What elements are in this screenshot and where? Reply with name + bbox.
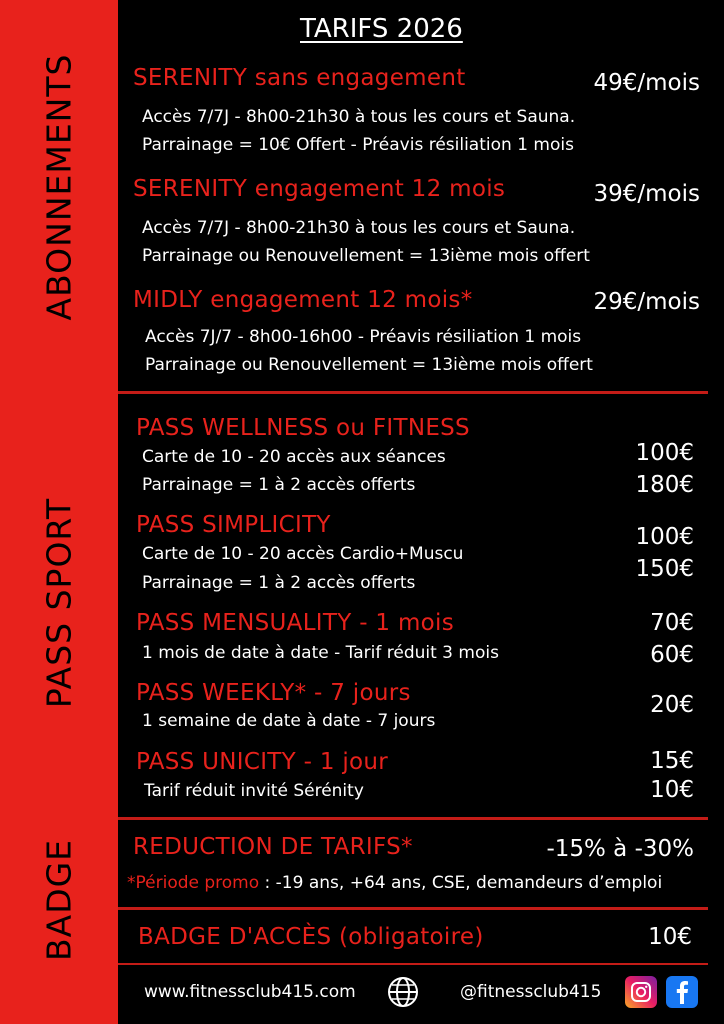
pass-price: 60€ [650,642,694,668]
badge-title: BADGE D'ACCÈS (obligatoire) [138,924,484,950]
plan-price: 39€/mois [593,181,700,207]
website-link[interactable]: www.fitnessclub415.com [144,982,356,1002]
page-title: TARIFS 2026 [300,14,463,44]
badge-price: 10€ [648,924,692,950]
plan-detail: Parrainage = 10€ Offert - Préavis résiliation 1 mois [142,135,574,155]
pass-title: PASS MENSUALITY - 1 mois [136,610,455,636]
pass-price: 100€ [635,524,694,550]
pass-detail: 1 mois de date à date - Tarif réduit 3 mois [142,643,499,663]
instagram-icon[interactable] [625,976,657,1008]
plan-title: MIDLY engagement 12 mois* [133,287,473,313]
pass-price: 20€ [650,692,694,718]
pass-title: PASS UNICITY - 1 jour [136,749,389,775]
pass-title: PASS WELLNESS ou FITNESS [136,415,470,441]
pass-title: PASS WEEKLY* - 7 jours [136,680,411,706]
section-divider [118,817,708,820]
pass-price: 70€ [650,610,694,636]
plan-detail: Parrainage ou Renouvellement = 13ième mois offert [142,246,590,266]
sidebar [0,0,118,1024]
reduction-note-prefix: *Période promo [127,873,260,893]
reduction-title: REDUCTION DE TARIFS* [133,834,413,860]
globe-icon[interactable] [386,975,420,1013]
facebook-icon[interactable] [666,976,698,1008]
plan-title: SERENITY sans engagement [133,65,466,91]
pass-detail: Parrainage = 1 à 2 accès offerts [142,573,416,593]
plan-price: 49€/mois [593,70,700,96]
pass-price: 150€ [635,556,694,582]
pass-detail: Tarif réduit invité Sérénity [144,781,364,801]
plan-detail: Accès 7J/7 - 8h00-16h00 - Préavis résiliation 1 mois [145,327,582,347]
sidebar-label-abonnements: ABONNEMENTS [39,53,79,321]
plan-detail: Accès 7/7J - 8h00-21h30 à tous les cours et Sauna. [142,218,576,238]
reduction-value: -15% à -30% [546,836,694,862]
plan-detail: Parrainage ou Renouvellement = 13ième mois offert [145,355,593,375]
reduction-note [127,873,662,893]
sidebar-label-pass-sport: PASS SPORT [39,497,79,709]
pass-price: 180€ [635,472,694,498]
pass-title: PASS SIMPLICITY [136,512,331,538]
social-handle[interactable]: @fitnessclub415 [460,982,602,1002]
section-divider [118,391,708,394]
plan-title: SERENITY engagement 12 mois [133,176,506,202]
pass-price: 10€ [650,777,694,803]
section-divider [118,907,708,910]
pass-detail: Carte de 10 - 20 accès aux séances [142,447,446,467]
plan-detail: Accès 7/7J - 8h00-21h30 à tous les cours et Sauna. [142,107,576,127]
pass-price: 15€ [650,748,694,774]
footer [118,965,724,1024]
plan-price: 29€/mois [593,289,700,315]
pass-detail: 1 semaine de date à date - 7 jours [142,711,436,731]
pass-detail: Parrainage = 1 à 2 accès offerts [142,475,416,495]
pass-detail: Carte de 10 - 20 accès Cardio+Muscu [142,544,464,564]
pass-price: 100€ [635,440,694,466]
sidebar-label-badge: BADGE [39,838,79,962]
reduction-note-text: : -19 ans, +64 ans, CSE, demandeurs d’emploi [259,873,663,893]
